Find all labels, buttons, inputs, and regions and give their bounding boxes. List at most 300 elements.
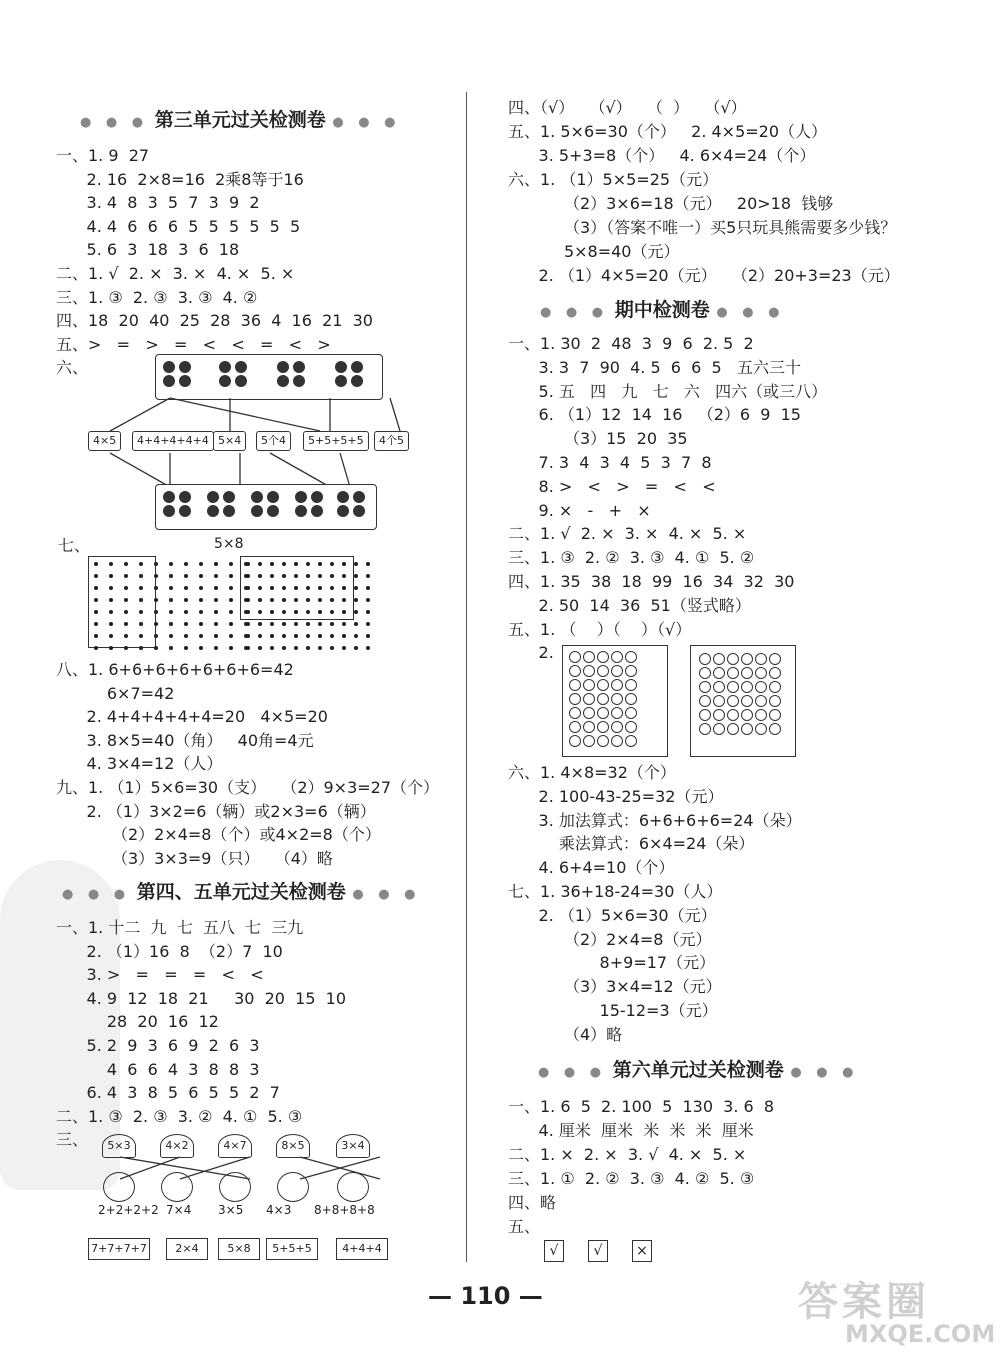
dot — [362, 642, 373, 653]
answer-line: 3. 4 8 3 5 7 3 9 2 — [56, 193, 260, 213]
dot — [210, 570, 221, 581]
dot — [150, 630, 161, 641]
circle — [769, 681, 781, 693]
circle — [699, 695, 711, 707]
dot — [135, 606, 146, 617]
dot — [254, 630, 265, 641]
circle — [625, 693, 637, 705]
lid-label: 3×4 — [336, 1134, 370, 1158]
answer-line: （3）3×4=12（元） — [508, 977, 722, 997]
dot — [210, 558, 221, 569]
answer-line: 5×8=40（元） — [508, 242, 680, 261]
dot — [135, 570, 146, 581]
dot — [242, 642, 253, 653]
dot-grid-left — [90, 558, 255, 654]
circle — [699, 723, 711, 735]
dot — [278, 606, 289, 617]
dot — [278, 618, 289, 629]
circle — [597, 721, 609, 733]
dot — [266, 594, 277, 605]
dot — [326, 642, 337, 653]
answer-line: 2. 4+4+4+4+4=20 4×5=20 — [56, 707, 328, 727]
dot — [326, 570, 337, 581]
check-box: × — [632, 1240, 652, 1262]
section-45-title: 第四、五单元过关检测卷 — [136, 881, 346, 903]
answer-line: 一、1. 9 27 — [56, 146, 150, 165]
dot — [225, 642, 236, 653]
circle — [769, 653, 781, 665]
circle — [611, 721, 623, 733]
circle — [699, 667, 711, 679]
answer-line: （2）3×6=18（元） 20>18 钱够 — [508, 194, 834, 213]
dot — [120, 594, 131, 605]
answer-line: 4. 3×4=12（人） — [56, 754, 223, 774]
section-45-header — [62, 880, 420, 907]
circle — [699, 709, 711, 721]
answer-line: 一、1. 十二 九 七 五八 七 三九 — [56, 918, 304, 937]
circle — [569, 651, 581, 663]
dot — [120, 558, 131, 569]
circle — [713, 723, 725, 735]
dot — [242, 570, 253, 581]
dot — [165, 558, 176, 569]
dot — [338, 582, 349, 593]
bullet-dots: ● ● ● — [540, 305, 609, 320]
circle — [755, 681, 767, 693]
answer-line: 15-12=3（元） — [508, 1001, 718, 1020]
dot — [105, 594, 116, 605]
dot — [302, 558, 313, 569]
tray-label: 5×8 — [218, 1238, 260, 1260]
answer-line: 2. 100-43-25=32（元） — [508, 786, 724, 806]
dot — [120, 618, 131, 629]
dot — [350, 618, 361, 629]
page-number: — 110 — — [428, 1282, 543, 1310]
dot — [290, 606, 301, 617]
dot — [105, 558, 116, 569]
dot — [150, 606, 161, 617]
circle — [611, 735, 623, 747]
answer-line: 四、18 20 40 25 28 36 4 16 21 30 — [56, 311, 373, 331]
circle — [611, 665, 623, 677]
dot — [150, 570, 161, 581]
circle — [713, 653, 725, 665]
dot — [314, 630, 325, 641]
circle — [741, 723, 753, 735]
answer-line: 一、1. 6 5 2. 100 5 130 3. 6 8 — [508, 1097, 775, 1116]
answer-line: 二、1. √ 2. × 3. × 4. × 5. × — [508, 524, 747, 544]
answer-line: 2. （1）5×6=30（元） — [508, 905, 717, 925]
dot — [105, 606, 116, 617]
circle — [755, 695, 767, 707]
sum-label: 3×5 — [218, 1203, 244, 1217]
tag: 5×4 — [213, 431, 246, 451]
circle — [569, 735, 581, 747]
dot — [105, 630, 116, 641]
circle — [727, 667, 739, 679]
answer-line: 2. （1）3×2=6（辆）或2×3=6（辆） — [56, 801, 376, 821]
dot — [362, 558, 373, 569]
circle — [611, 679, 623, 691]
answer-line: 二、1. ③ 2. ③ 3. ② 4. ① 5. ③ — [56, 1106, 303, 1126]
lid-label: 4×7 — [218, 1134, 252, 1158]
circle — [583, 707, 595, 719]
answer-line: 3. 8×5=40（角） 40角=4元 — [56, 730, 314, 750]
circle — [727, 695, 739, 707]
dot — [225, 594, 236, 605]
answer-line: 5. 6 3 18 3 6 18 — [56, 240, 240, 260]
circle — [597, 693, 609, 705]
dot — [105, 618, 116, 629]
dot — [210, 630, 221, 641]
circle — [699, 681, 711, 693]
tray-label: 4+4+4 — [336, 1238, 388, 1260]
circle — [741, 667, 753, 679]
answer-line: 9. × - + × — [508, 500, 651, 520]
dot — [90, 606, 101, 617]
dot — [278, 630, 289, 641]
circle — [611, 651, 623, 663]
circle — [569, 693, 581, 705]
dot — [362, 618, 373, 629]
dot — [242, 630, 253, 641]
dot — [266, 630, 277, 641]
circle — [713, 695, 725, 707]
answer-line: 八、1. 6+6+6+6+6+6+6=42 — [56, 660, 294, 679]
dot — [314, 642, 325, 653]
cross-lines — [100, 1155, 400, 1183]
answer-line: 三、1. ③ 2. ② 3. ③ 4. ① 5. ② — [508, 548, 755, 568]
dot — [180, 630, 191, 641]
answer-line: 2. （1）4×5=20（元） （2）20+3=23（元） — [508, 266, 900, 285]
dot — [290, 594, 301, 605]
circle — [713, 667, 725, 679]
answer-line: 九、1. （1）5×6=30（支） （2）9×3=27（个） — [56, 778, 440, 797]
dot — [326, 630, 337, 641]
answer-line: 6. （1）12 14 16 （2）6 9 15 — [508, 405, 801, 425]
dot — [225, 582, 236, 593]
dot — [180, 558, 191, 569]
dot — [338, 606, 349, 617]
answer-line: 三、 — [56, 1130, 89, 1150]
dot — [314, 618, 325, 629]
tray-label: 7+7+7+7 — [88, 1238, 150, 1260]
dot — [135, 582, 146, 593]
tag: 4×5 — [88, 431, 121, 451]
dot — [266, 618, 277, 629]
dot — [120, 570, 131, 581]
circle — [727, 681, 739, 693]
answer-line: 五、> = > = < < = < > — [56, 334, 331, 354]
dot — [302, 642, 313, 653]
dot — [314, 606, 325, 617]
dot — [195, 558, 206, 569]
dot — [195, 570, 206, 581]
dot — [362, 606, 373, 617]
midterm-title: 期中检测卷 — [614, 299, 710, 321]
circle — [741, 709, 753, 721]
dot — [326, 606, 337, 617]
answer-line: 三、1. ① 2. ② 3. ③ 4. ② 5. ③ — [508, 1169, 755, 1188]
dot — [350, 642, 361, 653]
answer-line: 5. 五 四 九 七 六 四六（或三八） — [508, 381, 828, 401]
lid-label: 4×2 — [160, 1134, 194, 1158]
dot — [150, 618, 161, 629]
circle — [755, 667, 767, 679]
bullet-dots: ● ● ● — [716, 305, 785, 320]
dot — [150, 558, 161, 569]
answer-line: 五、1. 5×6=30（个） 2. 4×5=20（人） — [508, 122, 828, 141]
answer-line: （4）略 — [508, 1024, 623, 1044]
dot — [120, 630, 131, 641]
circle — [597, 735, 609, 747]
answer-line: 4. 6+4=10（个） — [508, 858, 675, 878]
dot — [225, 618, 236, 629]
dot — [195, 630, 206, 641]
dot — [350, 558, 361, 569]
check-box: √ — [544, 1240, 564, 1262]
question-7-caption: 5×8 — [214, 536, 244, 552]
circle — [583, 679, 595, 691]
answer-line: 四、（√） （√） （ ） （√） — [508, 98, 747, 117]
answer-line: 六、 — [56, 358, 89, 378]
circle — [625, 665, 637, 677]
circle — [755, 653, 767, 665]
answer-line: 3. 3 7 90 4. 5 6 6 5 五六三十 — [508, 357, 801, 377]
dot — [242, 594, 253, 605]
answer-line: 六、1. （1）5×5=25（元） — [508, 170, 719, 189]
dot — [350, 582, 361, 593]
sum-label: 7×4 — [166, 1203, 192, 1217]
dot — [290, 582, 301, 593]
dot — [225, 570, 236, 581]
dot — [254, 594, 265, 605]
circle — [569, 679, 581, 691]
circle — [569, 707, 581, 719]
dot — [135, 558, 146, 569]
dot — [362, 570, 373, 581]
dot — [210, 606, 221, 617]
dot — [350, 630, 361, 641]
tray-label: 5+5+5 — [266, 1238, 318, 1260]
circle — [769, 723, 781, 735]
answer-line: 五、1. （ ）（ ）（√） — [508, 619, 692, 639]
dot — [165, 606, 176, 617]
question-7-label: 七、 — [58, 536, 91, 555]
dot — [314, 594, 325, 605]
dot — [290, 630, 301, 641]
answer-line: 3. 加法算式：6+6+6+6=24（朵） — [508, 810, 802, 830]
dot — [338, 642, 349, 653]
dot — [90, 570, 101, 581]
dot — [135, 642, 146, 653]
section-6-header — [538, 1058, 858, 1085]
bullet-dots: ● ● ● — [538, 1065, 607, 1080]
dot — [350, 594, 361, 605]
circle — [741, 695, 753, 707]
circle — [769, 667, 781, 679]
answer-line: 2. 50 14 36 51（竖式略） — [508, 595, 751, 615]
dot — [135, 594, 146, 605]
column-divider — [466, 92, 467, 1262]
answer-line: 二、1. √ 2. × 3. × 4. × 5. × — [56, 264, 295, 283]
dot — [180, 594, 191, 605]
dot — [135, 618, 146, 629]
answer-line: 6×7=42 — [56, 683, 175, 703]
dot — [266, 558, 277, 569]
circle — [755, 723, 767, 735]
dot — [242, 606, 253, 617]
dot — [266, 642, 277, 653]
dot — [290, 618, 301, 629]
circle — [597, 679, 609, 691]
dot — [90, 594, 101, 605]
dot — [302, 570, 313, 581]
dot — [254, 618, 265, 629]
dot — [254, 570, 265, 581]
circle — [583, 735, 595, 747]
section-3-header — [80, 108, 400, 135]
dot — [242, 618, 253, 629]
dot — [290, 570, 301, 581]
dot — [362, 594, 373, 605]
dot — [326, 618, 337, 629]
circle — [713, 681, 725, 693]
answer-line: 4. 4 6 6 6 5 5 5 5 5 5 — [56, 216, 301, 236]
dot — [278, 594, 289, 605]
dot — [338, 558, 349, 569]
dot — [150, 582, 161, 593]
dot — [195, 618, 206, 629]
circle — [597, 665, 609, 677]
dot — [105, 642, 116, 653]
circle-grid-right — [698, 652, 782, 736]
dot — [326, 582, 337, 593]
circle — [625, 707, 637, 719]
dot — [314, 582, 325, 593]
dot — [254, 642, 265, 653]
answer-line: （2）2×4=8（元） — [508, 929, 712, 949]
dot — [225, 630, 236, 641]
answer-line: 2. 16 2×8=16 2乘8等于16 — [56, 169, 304, 189]
circle — [727, 653, 739, 665]
answer-line: 3. > = = = < < — [56, 965, 264, 985]
dot — [105, 582, 116, 593]
dot — [150, 642, 161, 653]
circle — [625, 651, 637, 663]
dot — [165, 630, 176, 641]
sum-label: 8+8+8+8 — [314, 1203, 375, 1217]
answer-line: 3. 5+3=8（个） 4. 6×4=24（个） — [508, 146, 816, 165]
answer-line: 五、 — [508, 1217, 541, 1236]
dot — [266, 570, 277, 581]
dot — [90, 558, 101, 569]
dot — [180, 618, 191, 629]
dot — [350, 606, 361, 617]
dot — [302, 606, 313, 617]
circle — [727, 723, 739, 735]
answer-line: 四、略 — [508, 1193, 557, 1212]
section-3-title: 第三单元过关检测卷 — [154, 109, 326, 131]
dot — [254, 558, 265, 569]
answer-line: （3）3×3=9（只） （4）略 — [56, 848, 333, 868]
dot — [165, 582, 176, 593]
circle — [583, 721, 595, 733]
connector-lines — [80, 395, 420, 491]
circle — [583, 651, 595, 663]
dot — [210, 594, 221, 605]
circle — [769, 709, 781, 721]
bullet-dots: ● ● ● — [62, 887, 131, 902]
circle-grid-left — [568, 650, 638, 748]
answer-line: 8+9=17（元） — [508, 953, 716, 973]
dot — [105, 570, 116, 581]
dot-grid-right — [242, 558, 374, 654]
sum-label: 2+2+2+2 — [98, 1203, 159, 1217]
dot — [278, 582, 289, 593]
tag: 5个4 — [256, 431, 291, 451]
dot — [242, 558, 253, 569]
dot — [180, 606, 191, 617]
answer-line: （3）15 20 35 — [508, 429, 688, 449]
dot — [90, 582, 101, 593]
dot — [225, 606, 236, 617]
dot — [266, 606, 277, 617]
bullet-dots: ● ● ● — [332, 115, 401, 130]
dot — [180, 642, 191, 653]
answer-line: 一、1. 30 2 48 3 9 6 2. 5 2 — [508, 334, 754, 353]
watermark-logo: 答案圈 — [798, 1279, 930, 1325]
dot — [326, 594, 337, 605]
circle — [583, 665, 595, 677]
dot — [338, 618, 349, 629]
circle — [625, 735, 637, 747]
midterm-header — [540, 298, 784, 325]
answer-line: 6. 4 3 8 5 6 5 5 2 7 — [56, 1083, 280, 1103]
answer-line: （2）2×4=8（个）或4×2=8（个） — [56, 825, 381, 845]
circle — [597, 707, 609, 719]
circle — [713, 709, 725, 721]
answer-line: 4. 9 12 18 21 30 20 15 10 — [56, 988, 347, 1008]
fruit-group-bottom — [155, 484, 377, 530]
dot — [165, 570, 176, 581]
dot — [290, 558, 301, 569]
lid-label: 5×3 — [102, 1134, 136, 1158]
dot — [165, 594, 176, 605]
dot — [242, 582, 253, 593]
bullet-dots: ● ● ● — [352, 887, 421, 902]
dot — [314, 558, 325, 569]
tag: 4个5 — [374, 431, 409, 451]
dot — [338, 594, 349, 605]
dot — [362, 630, 373, 641]
dot — [180, 582, 191, 593]
watermark-url: MXQE.COM — [845, 1320, 996, 1348]
circle — [727, 709, 739, 721]
check-box: √ — [588, 1240, 608, 1262]
dot — [210, 582, 221, 593]
tag: 5+5+5+5 — [303, 431, 369, 451]
lid-label: 8×5 — [276, 1134, 310, 1158]
dot — [254, 582, 265, 593]
dot — [302, 594, 313, 605]
circle — [611, 707, 623, 719]
circle — [741, 681, 753, 693]
dot — [326, 558, 337, 569]
answer-line: 六、1. 4×8=32（个） — [508, 763, 676, 782]
dot — [120, 606, 131, 617]
dot — [254, 606, 265, 617]
